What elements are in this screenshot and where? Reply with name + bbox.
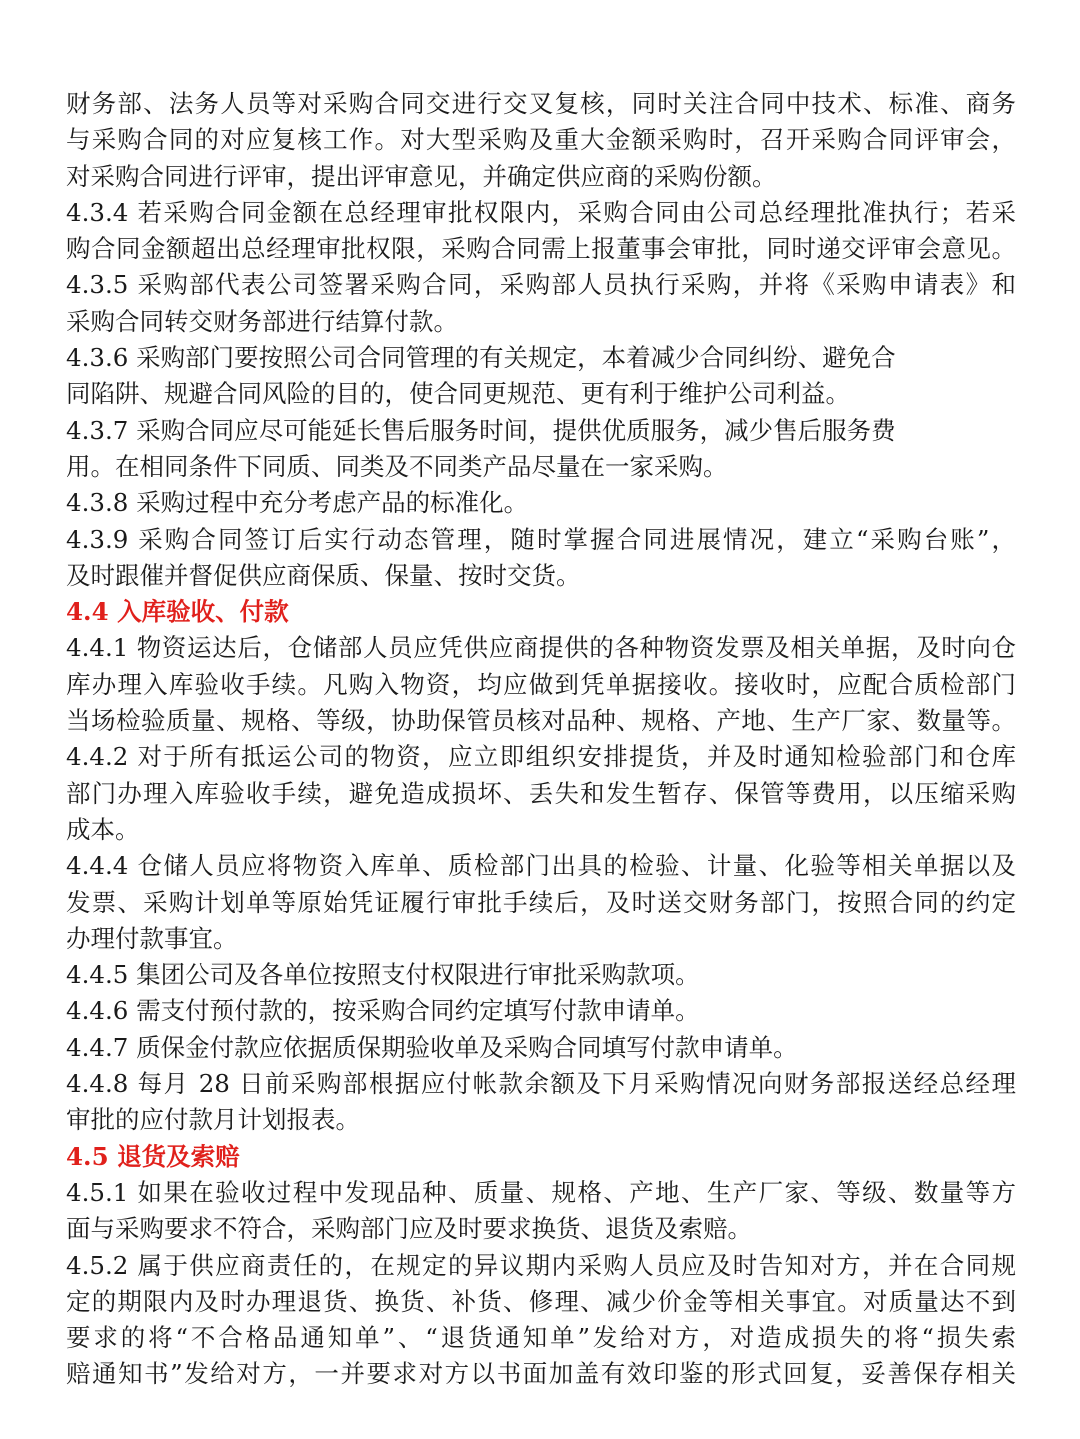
text-line: 与采购合同的对应复核工作。对大型采购及重大金额采购时，召开采购合同评审会， xyxy=(66,125,1016,155)
text-line: 成本。 xyxy=(66,814,140,844)
text-line: 要求的将“不合格品通知单”、“退货通知单”发给对方，对造成损失的将“损失索 xyxy=(66,1323,1016,1353)
text-line: 当场检验质量、规格、等级，协助保管员核对品种、规格、产地、生产厂家、数量等。 xyxy=(66,706,1016,736)
text-line: 4.3.8 采购过程中充分考虑产品的标准化。 xyxy=(66,488,529,518)
text-line: 审批的应付款月计划报表。 xyxy=(66,1105,360,1135)
text-line: 4.3.7 采购合同应尽可能延长售后服务时间，提供优质服务，减少售后服务费 xyxy=(66,415,896,445)
text-line: 办理付款事宜。 xyxy=(66,923,238,953)
text-line: 同陷阱、规避合同风险的目的，使合同更规范、更有利于维护公司利益。 xyxy=(66,379,850,409)
text-line: 4.4.6 需支付预付款的，按采购合同约定填写付款申请单。 xyxy=(66,996,700,1026)
text-line: 4.4.4 仓储人员应将物资入库单、质检部门出具的检验、计量、化验等相关单据以及 xyxy=(66,851,1016,881)
text-line: 及时跟催并督促供应商保质、保量、按时交货。 xyxy=(66,560,581,590)
section-heading: 4.5 退货及索赔 xyxy=(66,1141,240,1171)
text-line: 定的期限内及时办理退货、换货、补货、修理、减少价金等相关事宜。对质量达不到 xyxy=(66,1286,1016,1316)
text-line: 4.4.8 每月 28 日前采购部根据应付帐款余额及下月采购情况向财务部报送经总经理 xyxy=(66,1069,1016,1099)
text-line: 4.3.9 采购合同签订后实行动态管理，随时掌握合同进展情况，建立“采购台账”， xyxy=(66,524,1016,554)
text-line: 4.4.1 物资运达后，仓储部人员应凭供应商提供的各种物资发票及相关单据，及时向仓 xyxy=(66,633,1016,663)
text-line: 4.5.2 属于供应商责任的，在规定的异议期内采购人员应及时告知对方，并在合同规 xyxy=(66,1250,1016,1280)
text-line: 4.3.4 若采购合同金额在总经理审批权限内，采购合同由公司总经理批准执行；若采 xyxy=(66,197,1016,227)
text-line: 面与采购要求不符合，采购部门应及时要求换货、退货及索赔。 xyxy=(66,1214,752,1244)
text-line: 财务部、法务人员等对采购合同交进行交叉复核，同时关注合同中技术、标准、商务 xyxy=(66,89,1016,118)
text-line: 4.3.6 采购部门要按照公司合同管理的有关规定，本着减少合同纠纷、避免合 xyxy=(66,343,896,373)
text-line: 4.5.1 如果在验收过程中发现品种、质量、规格、产地、生产厂家、等级、数量等方 xyxy=(66,1177,1016,1207)
text-line: 采购合同转交财务部进行结算付款。 xyxy=(66,306,458,336)
text-line: 发票、采购计划单等原始凭证履行审批手续后，及时送交财务部门，按照合同的约定 xyxy=(66,887,1016,917)
text-line: 库办理入库验收手续。凡购入物资，均应做到凭单据接收。接收时，应配合质检部门 xyxy=(66,669,1016,699)
text-line: 4.3.5 采购部代表公司签署采购合同，采购部人员执行采购，并将《采购申请表》和 xyxy=(66,270,1016,300)
text-line: 4.4.7 质保金付款应依据质保期验收单及采购合同填写付款申请单。 xyxy=(66,1032,798,1062)
text-line: 购合同金额超出总经理审批权限，采购合同需上报董事会审批，同时递交评审会意见。 xyxy=(66,234,1016,264)
text-line: 用。在相同条件下同质、同类及不同类产品尽量在一家采购。 xyxy=(66,451,728,481)
text-line: 4.4.5 集团公司及各单位按照支付权限进行审批采购款项。 xyxy=(66,960,700,990)
text-line: 部门办理入库验收手续，避免造成损坏、丢失和发生暂存、保管等费用，以压缩采购 xyxy=(66,778,1016,808)
section-heading: 4.4 入库验收、付款 xyxy=(66,597,289,627)
document-page xyxy=(66,86,1016,1393)
text-line: 4.4.2 对于所有抵运公司的物资，应立即组织安排提货，并及时通知检验部门和仓库 xyxy=(66,742,1016,772)
text-line: 对采购合同进行评审，提出评审意见，并确定供应商的采购份额。 xyxy=(66,161,777,191)
text-line: 赔通知书”发给对方，一并要求对方以书面加盖有效印鉴的形式回复，妥善保存相关 xyxy=(66,1359,1016,1389)
